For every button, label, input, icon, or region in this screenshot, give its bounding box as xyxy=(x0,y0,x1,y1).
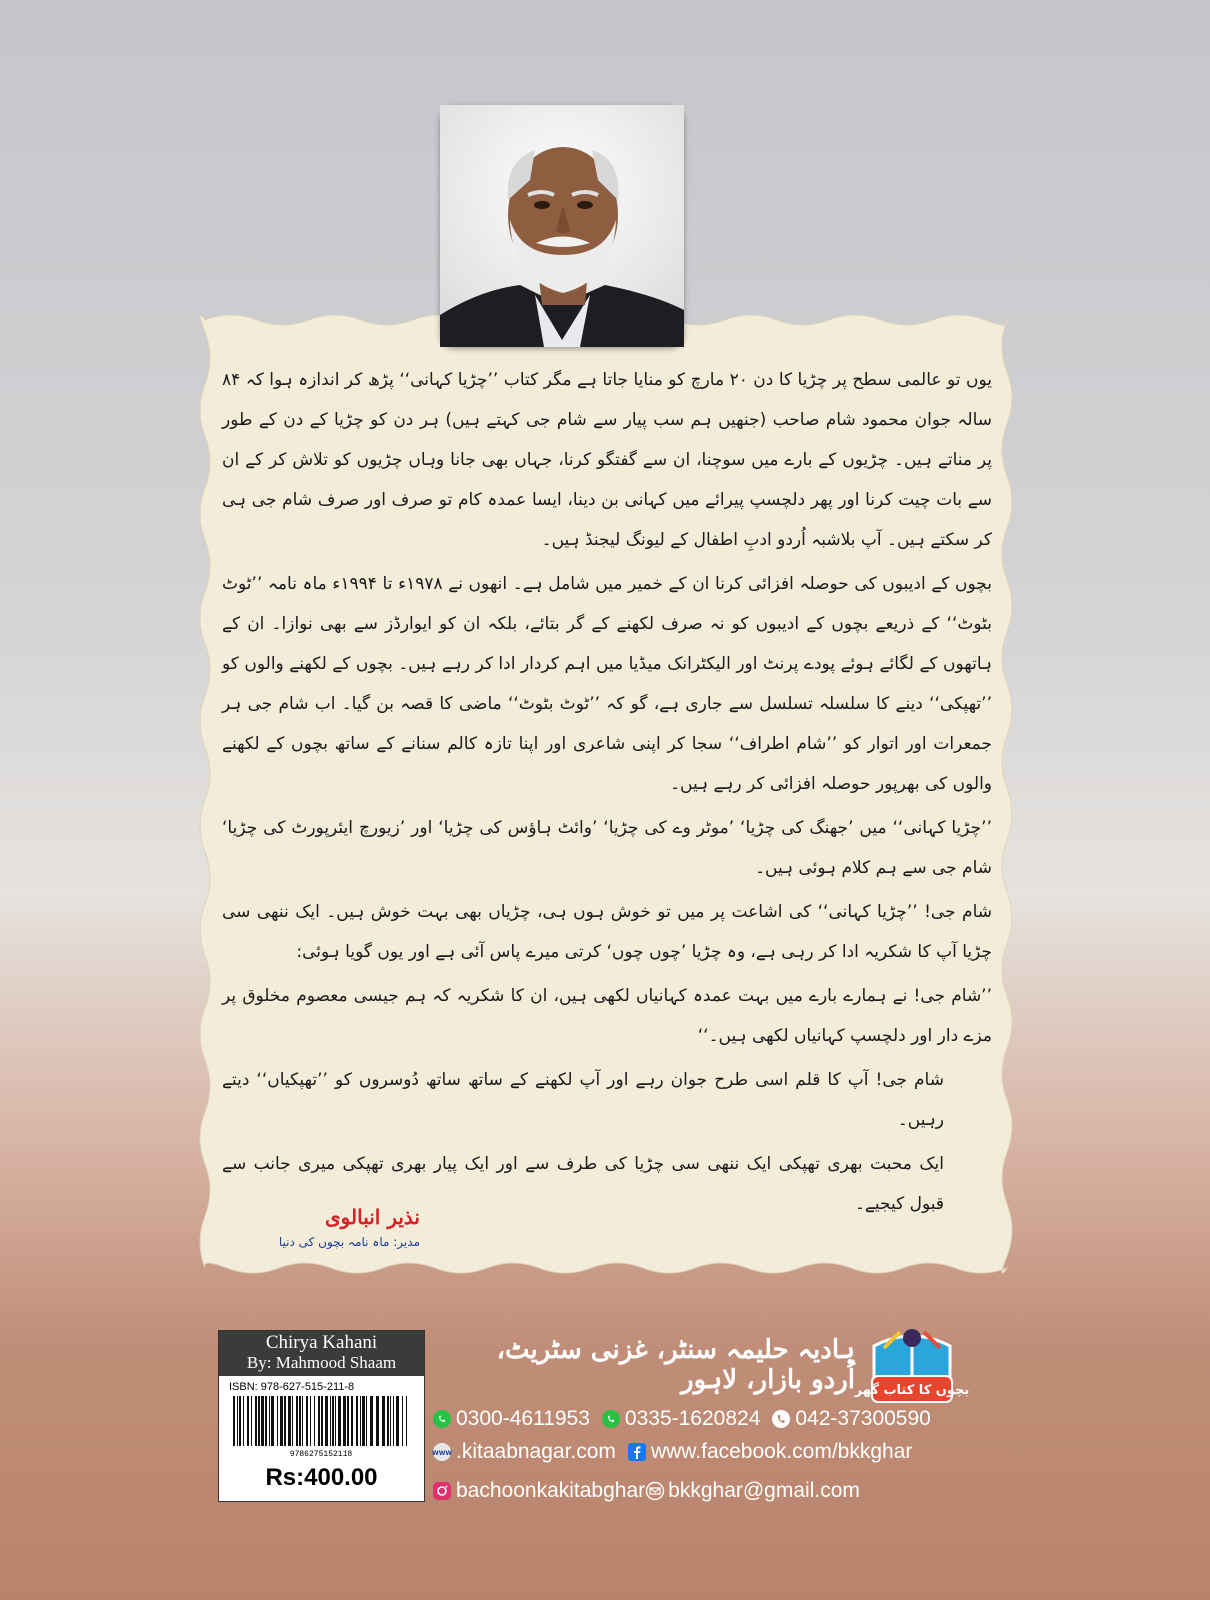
whatsapp-number-2[interactable]: 0335-1620824 xyxy=(624,1407,761,1430)
barcode-bar xyxy=(335,1396,336,1446)
barcode-bar xyxy=(302,1396,303,1446)
barcode-bar xyxy=(362,1396,365,1446)
social-row xyxy=(433,1479,872,1503)
barcode-bar xyxy=(321,1396,323,1446)
barcode-bar xyxy=(261,1396,264,1446)
whatsapp-number-1[interactable]: 0300-4611953 xyxy=(456,1407,590,1430)
barcode-bar xyxy=(277,1396,278,1446)
signature-title: مدیر: ماہ نامہ بچوں کی دنیا xyxy=(278,1235,420,1249)
barcode-digits: 9786275152118 xyxy=(289,1450,353,1459)
author-portrait xyxy=(440,105,684,347)
barcode-bar xyxy=(360,1396,361,1446)
svg-text:WWW: WWW xyxy=(432,1450,452,1457)
barcode-bar xyxy=(402,1396,403,1446)
barcode-bar xyxy=(237,1396,238,1446)
barcode-bar xyxy=(284,1396,286,1446)
barcode-bar xyxy=(406,1396,407,1446)
barcode-bar xyxy=(296,1396,298,1446)
barcode-bar xyxy=(396,1396,399,1446)
book-author: By: Mahmood Shaam xyxy=(219,1353,424,1376)
website-link[interactable]: .kitaabnagar.com xyxy=(456,1440,616,1463)
phone-row xyxy=(433,1407,943,1431)
email-icon xyxy=(645,1482,663,1500)
barcode-bar xyxy=(356,1396,358,1446)
instagram-handle[interactable]: bachoonkakitabghar xyxy=(456,1479,646,1502)
barcode-box xyxy=(218,1330,425,1502)
barcode-bar xyxy=(243,1396,244,1446)
barcode-bar xyxy=(265,1396,267,1446)
barcode-bar xyxy=(370,1396,373,1446)
paragraph: ’’چڑیا کہانی‘‘ میں ’جھنگ کی چڑیا‘ ’موٹر وے کی چڑیا‘ ’وائٹ ہاؤس کی چڑیا‘ اور ’زیورچ ایئرپورٹ کی چڑیا‘ شام جی سے ہم کلام ہوئی ہیں۔ xyxy=(222,818,992,878)
barcode-bar xyxy=(343,1396,346,1446)
facebook-icon xyxy=(628,1443,646,1461)
barcode-bar xyxy=(310,1396,311,1446)
whatsapp-icon xyxy=(602,1410,620,1428)
instagram-icon xyxy=(433,1482,451,1500)
barcode-bar xyxy=(332,1396,334,1446)
web-row xyxy=(433,1440,924,1464)
barcode-icon xyxy=(229,1396,414,1458)
barcode-bar xyxy=(269,1396,270,1446)
paragraph: بچوں کے ادیبوں کی حوصلہ افزائی کرنا ان کے خمیر میں شامل ہے۔ انھوں نے ۱۹۷۸ء تا ۱۹۹۴ء ماہ نامہ ’’ٹوٹ بٹوٹ‘‘ کے ذریعے بچوں کے ادیبوں کو نہ صرف لکھنے کے گر بتائے، بلکہ ان کو ایوارڈز سے بھی نوازا۔ ان کے ہاتھوں کے لگائے ہوئے پودے پرنٹ اور الیکٹرانک میڈیا میں اہم کردار ادا کر رہے ہیں۔ بچوں کے لکھنے والوں کو ’’تھپکی‘‘ دینے کا سلسلہ تسلسل سے جاری ہے، گو کہ ’’ٹوٹ بٹوٹ‘‘ ماضی کا قصہ بن گیا۔ اب شام جی ہر جمعرات اور اتوار کو ’’شام اطراف‘‘ سجا کر اپنی شاعری اور اپنا تازہ کالم سنانے کے ساتھ بچوں کے لکھنے والوں کی بھرپور حوصلہ افزائی کر رہے ہیں۔ xyxy=(222,574,992,794)
book-title: Chirya Kahani xyxy=(219,1331,424,1353)
barcode-bar xyxy=(347,1396,349,1446)
barcode-bar xyxy=(251,1396,252,1446)
barcode-bar xyxy=(382,1396,385,1446)
barcode-bar xyxy=(280,1396,283,1446)
barcode-bar xyxy=(338,1396,341,1446)
barcode-bar xyxy=(318,1396,320,1446)
signature-name: نذیر انبالوی xyxy=(325,1205,420,1229)
svg-text:بچوں کا کتاب گھر: بچوں کا کتاب گھر xyxy=(854,1383,970,1398)
website-icon xyxy=(433,1443,451,1461)
email-address[interactable]: bkkghar@gmail.com xyxy=(668,1479,860,1502)
barcode-bar xyxy=(288,1396,291,1446)
publisher-address: ہادیہ حلیمہ سنٹر، غزنی سٹریٹ، اُردو بازار، لاہور xyxy=(496,1335,855,1395)
whatsapp-icon xyxy=(433,1410,451,1428)
barcode-bar xyxy=(325,1396,328,1446)
barcode-bar xyxy=(233,1396,235,1446)
facebook-link[interactable]: www.facebook.com/bkkghar xyxy=(650,1440,913,1463)
barcode-bar xyxy=(314,1396,315,1446)
barcode-bar xyxy=(247,1396,249,1446)
publisher-logo xyxy=(854,1318,970,1406)
paragraph: یوں تو عالمی سطح پر چڑیا کا دن ۲۰ مارچ کو منایا جاتا ہے مگر کتاب ’’چڑیا کہانی‘‘ پڑھ کر اندازہ ہوا کہ ۸۴ سالہ جوان محمود شام صاحب (جنھیں ہم سب پیار سے شام جی کہتے ہیں) ہر دن کو چڑیا کے دن کے طور پر مناتے ہیں۔ چڑیوں کے بارے میں سوچنا، ان سے گفتگو کرنا، جہاں بھی جانا وہاں چڑیوں کو تلاش کر کے ان سے بات چیت کرنا اور پھر دلچسپ پیرائے میں کہانی بن دینا، ایسا عمدہ کام تو صرف اور صرف شام جی ہی کر سکتے ہیں۔ آپ بلاشبہ اُردو ادبِ اطفال کے لیونگ لیجنڈ ہیں۔ xyxy=(222,370,992,550)
barcode-bar xyxy=(271,1396,274,1446)
barcode-bar xyxy=(299,1396,301,1446)
barcode-bar xyxy=(239,1396,241,1446)
landline-number[interactable]: 042-37300590 xyxy=(795,1407,931,1430)
paragraph: ایک محبت بھری تھپکی ایک ننھی سی چڑیا کی طرف سے اور ایک پیار بھری تھپکی میری جانب سے قبول کیجیے۔ xyxy=(222,1154,944,1214)
barcode-bar xyxy=(393,1396,394,1446)
isbn-text: ISBN: 978-627-515-211-8 xyxy=(229,1381,355,1393)
barcode-bar xyxy=(390,1396,391,1446)
price-label: Rs:400.00 xyxy=(265,1464,378,1491)
barcode-bar xyxy=(255,1396,257,1446)
barcode-bar xyxy=(376,1396,379,1446)
barcode-bar xyxy=(366,1396,367,1446)
foreword-text xyxy=(222,360,992,1228)
barcode-bar xyxy=(292,1396,293,1446)
paragraph: ’’شام جی! نے ہمارے بارے میں بہت عمدہ کہانیاں لکھی ہیں، ان کا شکریہ کہ ہم جیسی معصوم مخلوق پر مزے دار اور دلچسپ کہانیاں لکھی ہیں۔‘‘ xyxy=(222,986,992,1046)
phone-icon xyxy=(772,1410,790,1428)
barcode-bar xyxy=(258,1396,260,1446)
paragraph: شام جی! آپ کا قلم اسی طرح جوان رہے اور آپ لکھنے کے ساتھ ساتھ دُوسروں کو ’’تھپکیاں‘‘ دیتے رہیں۔ xyxy=(222,1070,944,1130)
signature-block xyxy=(250,1205,420,1249)
barcode-bar xyxy=(351,1396,353,1446)
barcode-bar xyxy=(306,1396,308,1446)
paragraph: شام جی! ’’چڑیا کہانی‘‘ کی اشاعت پر میں تو خوش ہوں ہی، چڑیاں بھی بہت خوش ہیں۔ ایک ننھی سی چڑیا آپ کا شکریہ ادا کر رہی ہے، وہ چڑیا ’چوں چوں‘ کرتی میرے پاس آئی ہے اور یوں گویا ہوئی: xyxy=(222,902,992,962)
barcode-bar xyxy=(330,1396,331,1446)
barcode-bar xyxy=(387,1396,389,1446)
